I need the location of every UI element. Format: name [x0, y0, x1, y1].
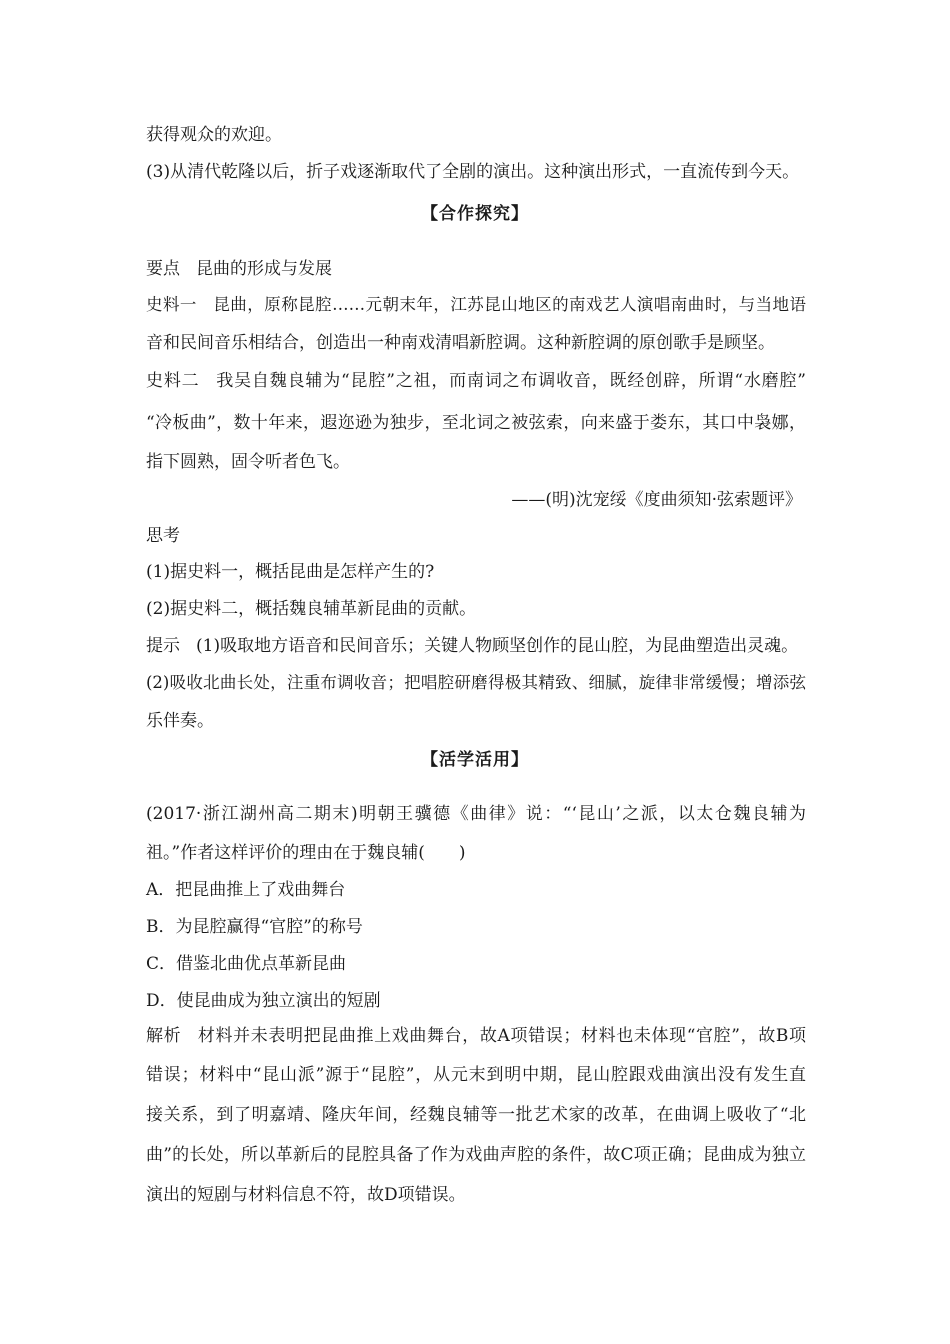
hint-text-1: (1)吸取地方语音和民间音乐；关键人物顾坚创作的昆山腔，为昆曲塑造出灵魂。: [196, 636, 799, 656]
analysis-line-5: 演出的短剧与材料信息不符，故D项错误。: [146, 1185, 466, 1205]
option-a: A．把昆曲推上了戏曲舞台: [146, 880, 346, 900]
question-2: (2)据史料二，概括魏良辅革新昆曲的贡献。: [146, 599, 477, 619]
source2-label: 史料二: [146, 371, 200, 391]
source2-text-1: 我吴自魏良辅为“昆腔”之祖，而南词之布调收音，既经创辟，所谓“水磨腔”: [215, 371, 806, 391]
analysis-label: 解析: [146, 1026, 182, 1046]
intro-line-1: 获得观众的欢迎。: [146, 125, 282, 145]
option-c: C．借鉴北曲优点革新昆曲: [146, 954, 347, 974]
key-point-text: 昆曲的形成与发展: [196, 259, 332, 279]
analysis-line-4: 曲”的长处，所以革新后的昆腔具备了作为戏曲声腔的条件，故C项正确；昆曲成为独立: [146, 1145, 806, 1165]
analysis-line-3: 接关系，到了明嘉靖、隆庆年间，经魏良辅等一批艺术家的改革，在曲调上吸收了“北: [146, 1105, 806, 1125]
section-heading-cooperate: 【合作探究】: [421, 204, 529, 224]
practice-question-line-2: 祖。”作者这样评价的理由在于魏良辅( ): [146, 843, 466, 863]
source1-label: 史料一: [146, 295, 197, 314]
source1-line-2: 音和民间音乐相结合，创造出一种南戏清唱新腔调。这种新腔调的原创歌手是顾坚。: [146, 333, 775, 353]
hint-line-3: 乐伴奏。: [146, 711, 214, 731]
practice-question-line-1: (2017·浙江湖州高二期末)明朝王骥德《曲律》说：“‘昆山’之派，以太仓魏良辅为: [146, 804, 806, 824]
section-heading-practice: 【活学活用】: [421, 750, 529, 770]
hint-line-2: (2)吸收北曲长处，注重布调收音；把唱腔研磨得极其精致、细腻，旋律非常缓慢；增添弦: [146, 673, 806, 692]
question-1: (1)据史料一，概括昆曲是怎样产生的?: [146, 562, 435, 582]
analysis-line-2: 错误；材料中“昆山派”源于“昆腔”，从元末到明中期，昆山腔跟戏曲演出没有发生直: [146, 1065, 806, 1085]
option-d: D．使昆曲成为独立演出的短剧: [146, 991, 381, 1011]
think-label: 思考: [146, 526, 180, 546]
option-b: B．为昆腔赢得“官腔”的称号: [146, 917, 363, 937]
source1-text-1: 昆曲，原称昆腔……元朝末年，江苏昆山地区的南戏艺人演唱南曲时，与当地语: [212, 295, 807, 314]
source2-line-2: “冷板曲”，数十年来，遐迩逊为独步，至北词之被弦索，向来盛于娄东，其口中袅娜，: [146, 413, 806, 433]
source1-line-1: [146, 293, 806, 317]
source2-attribution: ——(明)沈宠绥《度曲须知·弦索题评》: [511, 490, 802, 510]
analysis-text-1: 材料并未表明把昆曲推上戏曲舞台，故A项错误；材料也未体现“官腔”，故B项: [197, 1026, 807, 1046]
analysis-line-1: [146, 1024, 806, 1048]
source2-line-1: [146, 369, 806, 393]
hint-label: 提示: [146, 636, 180, 656]
hint-line-1: [146, 634, 798, 658]
key-point: [146, 257, 332, 281]
key-point-label: 要点: [146, 259, 180, 279]
intro-line-2: (3)从清代乾隆以后，折子戏逐渐取代了全剧的演出。这种演出形式，一直流传到今天。: [146, 162, 800, 182]
source2-line-3: 指下圆熟，固令听者色飞。: [146, 452, 350, 472]
